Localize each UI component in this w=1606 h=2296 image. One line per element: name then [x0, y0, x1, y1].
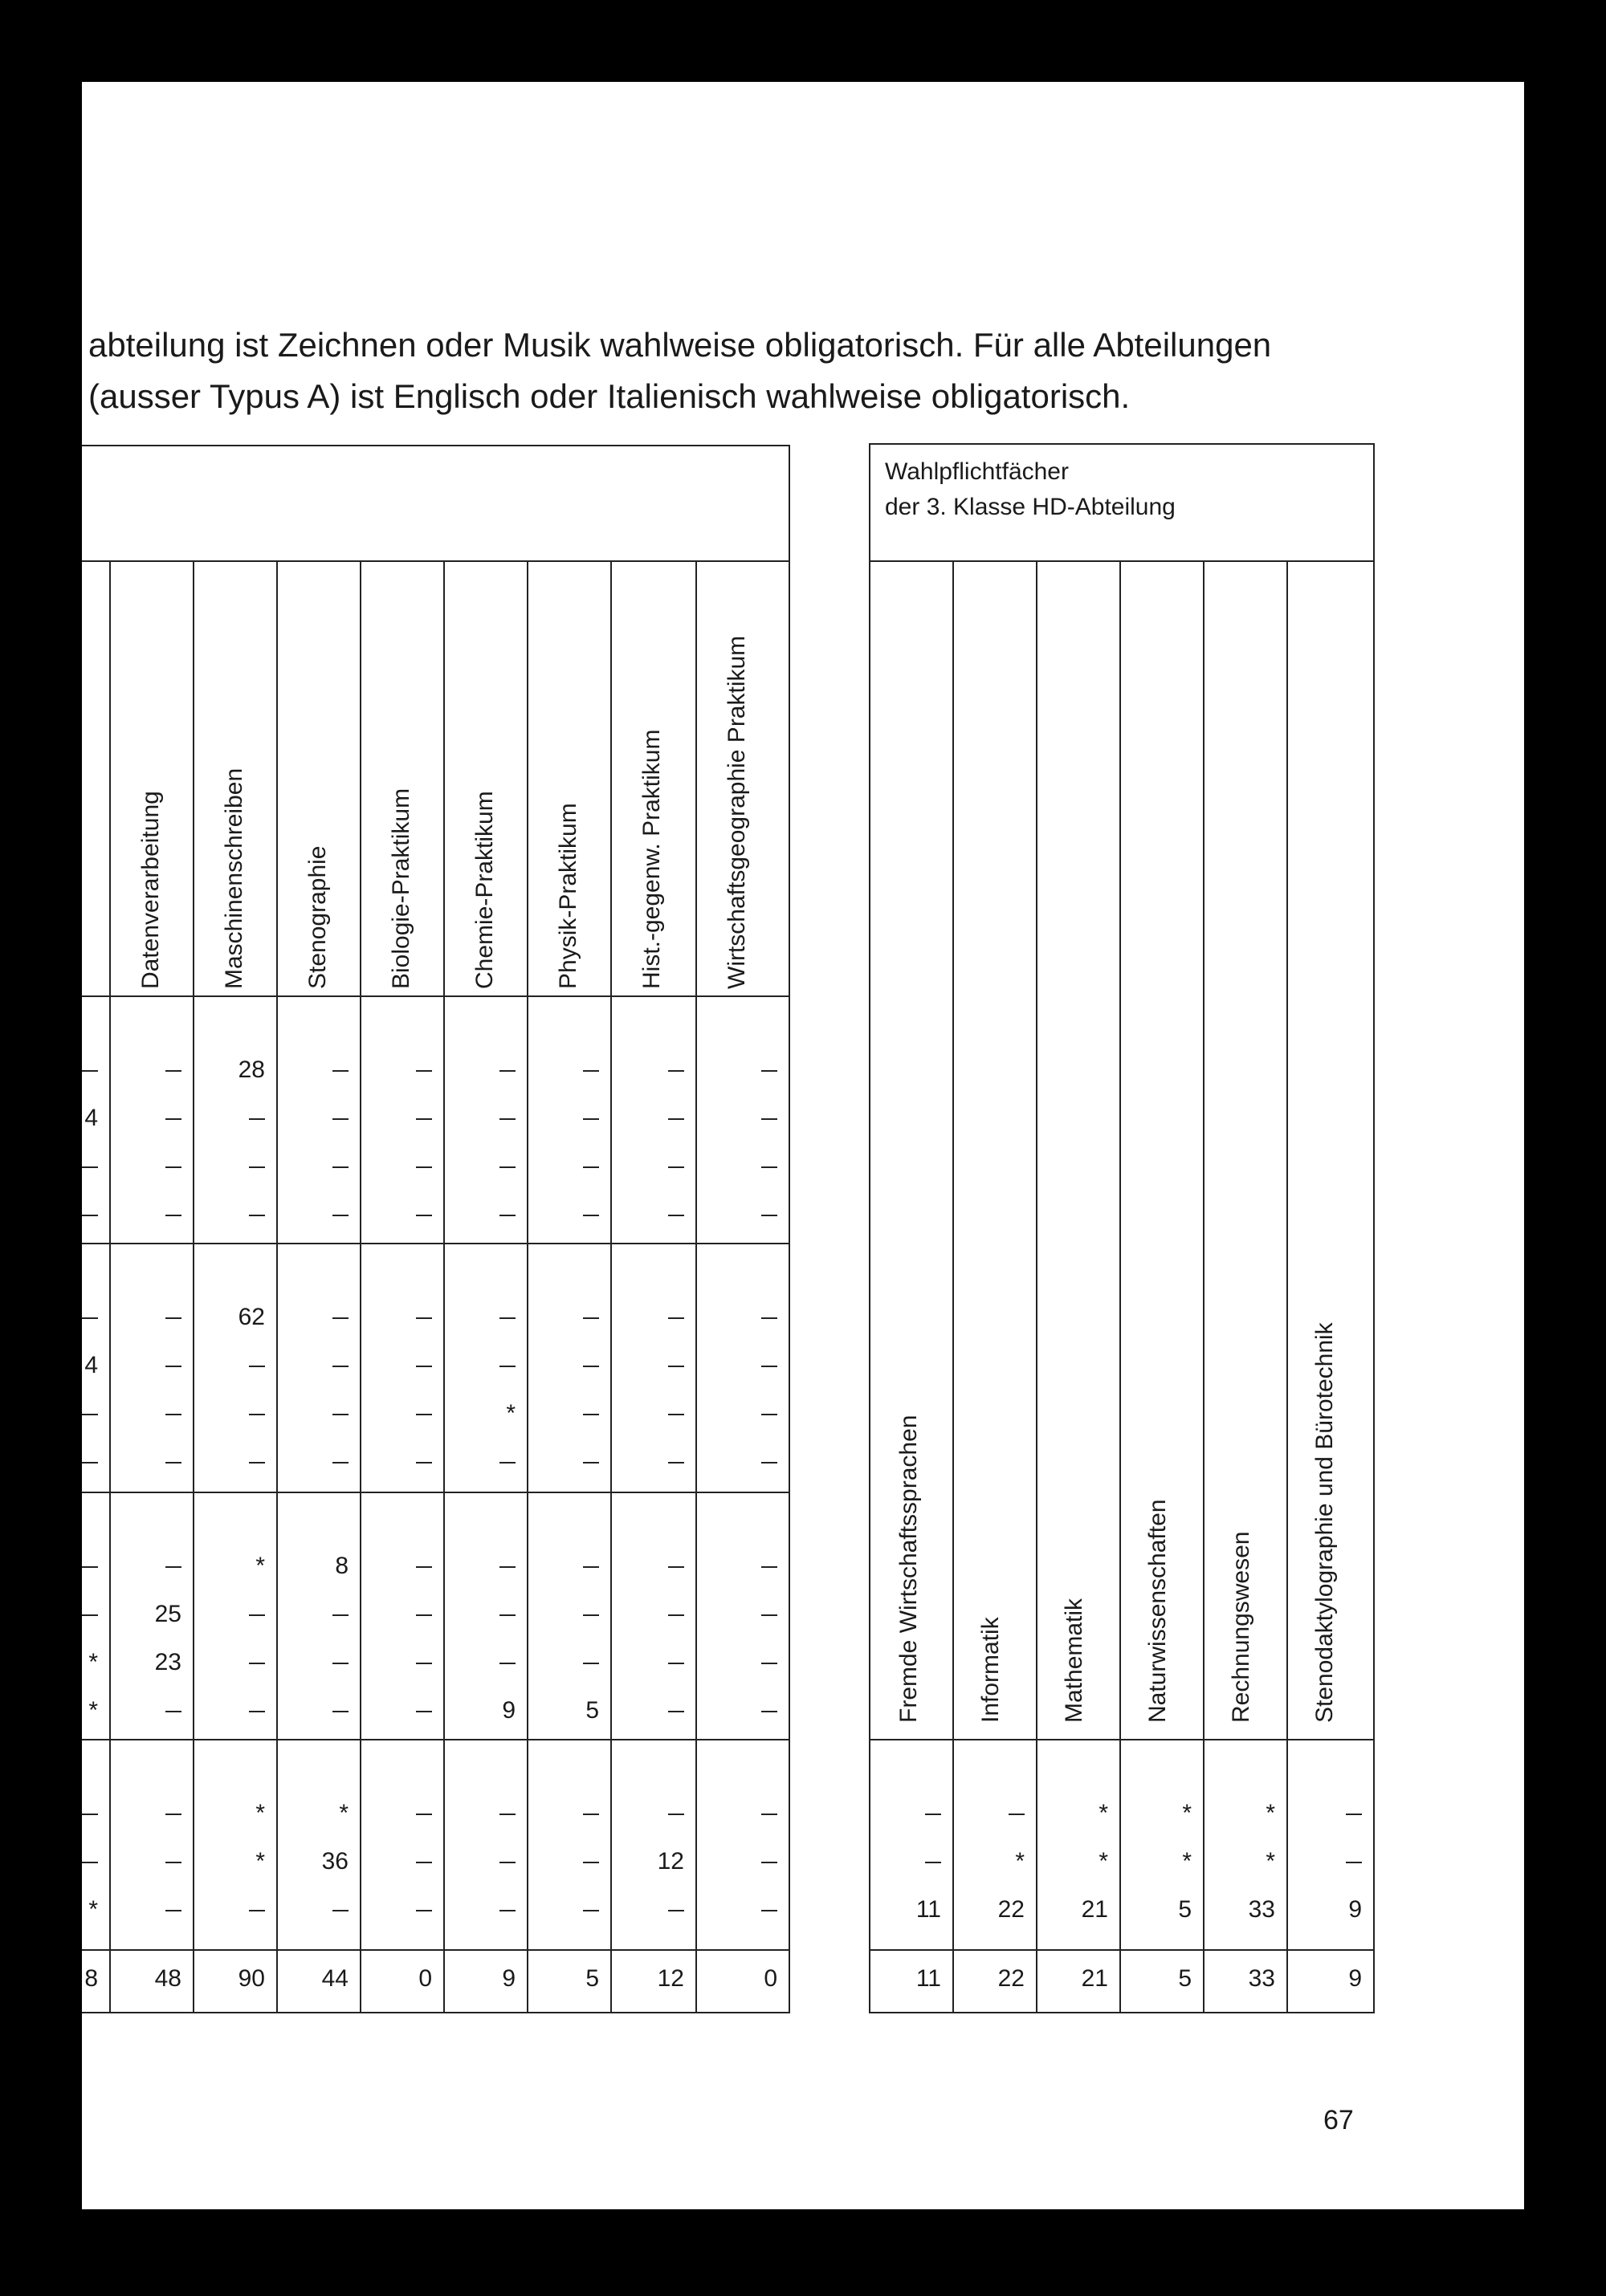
right-table-col-rule: [1286, 560, 1288, 2013]
left-table-cell: [416, 1814, 432, 1815]
left-table-cell: *: [506, 1400, 516, 1427]
left-table-cell: [583, 1166, 599, 1168]
left-table-cell: [499, 1366, 516, 1367]
right-table-total-cell: 21: [1081, 1965, 1108, 1992]
right-col-header-rechnungswesen: Rechnungswesen: [1228, 1531, 1254, 1723]
left-table-cell: [499, 1462, 516, 1463]
right-col-header-mathematik: Mathematik: [1061, 1598, 1087, 1723]
left-table-cell: [165, 1711, 181, 1712]
left-table-group-rule: [82, 1243, 789, 1244]
left-table-header-rule: [82, 560, 789, 562]
left-table-header-base: [82, 995, 789, 997]
right-table-col-rule: [1203, 560, 1204, 2013]
left-table-cell: *: [255, 1553, 265, 1579]
left-table-cell: [583, 1910, 599, 1911]
left-table-cell: 28: [238, 1056, 265, 1083]
right-table-total-cell: 11: [915, 1965, 941, 1992]
left-table-cell: [82, 1566, 98, 1568]
left-table-cell: 36: [321, 1848, 349, 1875]
left-table-cell: [583, 1366, 599, 1367]
left-table-cell: [165, 1366, 181, 1367]
left-table-total-cell: 0: [418, 1965, 432, 1992]
left-table-cell: 12: [657, 1848, 684, 1875]
left-table-cell: [249, 1366, 265, 1367]
right-col-header-informatik: Informatik: [977, 1617, 1004, 1723]
right-table-cell: [1346, 1814, 1362, 1815]
left-table-cell: [583, 1215, 599, 1216]
intro-paragraph: [88, 320, 1469, 422]
right-table-total-cell: 33: [1248, 1965, 1275, 1992]
left-table-cell: [499, 1614, 516, 1616]
right-table-title-line-1: Wahlpflichtfächer: [885, 458, 1069, 485]
right-table-cell: *: [1266, 1800, 1275, 1826]
left-table-cell: [583, 1614, 599, 1616]
left-table-cell: [668, 1166, 684, 1168]
left-col-header-stenographie: Stenographie: [304, 845, 331, 989]
left-table-cell: [249, 1614, 265, 1616]
left-table-cell: [332, 1614, 349, 1616]
left-table-total-cell: 0: [764, 1965, 777, 1992]
left-table-cell: 62: [238, 1304, 265, 1330]
right-table-cell: *: [1015, 1848, 1025, 1875]
left-table-cell: [249, 1663, 265, 1664]
left-table-cell: [499, 1814, 516, 1815]
left-table-cell: *: [88, 1896, 98, 1923]
right-table-cell: 33: [1248, 1896, 1275, 1923]
left-table-cell: [583, 1317, 599, 1319]
left-table-col-rule: [193, 560, 194, 2013]
left-table-cell: [668, 1118, 684, 1120]
left-table-cell: 8: [335, 1553, 349, 1579]
left-col-header-wirtschaftsgeographie-praktikum: Wirtschaftsgeographie Praktikum: [724, 635, 750, 989]
left-table-cell: [165, 1462, 181, 1463]
left-table-col-rule: [109, 560, 111, 2013]
left-table-cell: [416, 1118, 432, 1120]
left-table-cell: [668, 1663, 684, 1664]
right-table-cell: 22: [997, 1896, 1025, 1923]
left-table-cell: [82, 1462, 98, 1463]
right-table: [869, 443, 1375, 2013]
left-table-cell: [583, 1414, 599, 1415]
left-table-cell: 23: [154, 1649, 181, 1675]
left-table-cell: [249, 1910, 265, 1911]
right-table-cell: *: [1099, 1848, 1108, 1875]
left-table-cell: *: [255, 1848, 265, 1875]
left-table-cell: *: [255, 1800, 265, 1826]
left-table-cell: [82, 1166, 98, 1168]
right-col-header-fremde-wirtschaftssprachen: Fremde Wirtschaftssprachen: [895, 1415, 922, 1723]
left-table-cell: [499, 1566, 516, 1568]
left-table-cell: [583, 1566, 599, 1568]
left-col-header-maschinenschreiben: Maschinenschreiben: [221, 767, 247, 989]
left-table-cell: [249, 1414, 265, 1415]
left-table-cell: [82, 1414, 98, 1415]
left-table-cell: [82, 1070, 98, 1072]
left-table-total-cell: 44: [321, 1965, 349, 1992]
left-table-cell: *: [339, 1800, 349, 1826]
left-table-cell: [761, 1215, 777, 1216]
left-table-col-rule: [527, 560, 528, 2013]
right-table-cell: 21: [1081, 1896, 1108, 1923]
left-table-cell: [668, 1317, 684, 1319]
left-table-cell: [761, 1862, 777, 1863]
left-col-header-biologie-praktikum: Biologie-Praktikum: [388, 788, 414, 989]
right-col-header-stenodaktylographie-und-bürotechnik: Stenodaktylographie und Bürotechnik: [1311, 1322, 1338, 1723]
left-table-cell: [249, 1118, 265, 1120]
left-table-total-cell: 9: [502, 1965, 516, 1992]
left-table-cell: [761, 1614, 777, 1616]
right-table-cell: 9: [1348, 1896, 1362, 1923]
left-table-cell: [416, 1910, 432, 1911]
left-table-cell: [668, 1414, 684, 1415]
left-table-cell: [499, 1166, 516, 1168]
left-table-cell: [761, 1166, 777, 1168]
left-table-cell: 4: [84, 1105, 98, 1131]
left-table-cell: [416, 1070, 432, 1072]
left-table-cell: [499, 1215, 516, 1216]
left-table-cell: [761, 1814, 777, 1815]
left-table-total-cell: 5: [585, 1965, 599, 1992]
page-number: 67: [1323, 2105, 1354, 2135]
left-col-header-chemie-praktikum: Chemie-Praktikum: [471, 791, 498, 989]
left-table-cell: [332, 1711, 349, 1712]
left-table-cell: [416, 1462, 432, 1463]
left-table-cell: [165, 1414, 181, 1415]
right-table-header-base: [870, 1739, 1373, 1740]
left-table-cell: [499, 1663, 516, 1664]
left-table-col-rule: [443, 560, 445, 2013]
left-table-cell: [499, 1910, 516, 1911]
left-table-cell: [249, 1215, 265, 1216]
left-table-cell: [499, 1070, 516, 1072]
left-table-cell: [761, 1118, 777, 1120]
right-table-cell: [1346, 1862, 1362, 1863]
left-table-cell: [332, 1118, 349, 1120]
left-table-cell: [416, 1566, 432, 1568]
document-page: [82, 82, 1524, 2209]
left-table-cell: [668, 1814, 684, 1815]
left-table-cell: [332, 1366, 349, 1367]
right-table-header-rule: [870, 560, 1373, 562]
left-table-group-rule: [82, 1739, 789, 1740]
intro-line-1: abteilung ist Zeichnen oder Musik wahlweise obligatorisch. Für alle Abteilungen: [88, 326, 1272, 364]
left-table-cell: [82, 1862, 98, 1863]
left-table-total-cell: 8: [84, 1965, 98, 1992]
left-table-cell: [499, 1118, 516, 1120]
left-table-cell: [668, 1462, 684, 1463]
left-table-cell: [416, 1317, 432, 1319]
left-table-cell: [761, 1070, 777, 1072]
left-table-cell: [332, 1414, 349, 1415]
left-table-cell: [416, 1366, 432, 1367]
left-table-cell: *: [88, 1697, 98, 1724]
left-table-group-rule: [82, 1492, 789, 1493]
left-table-cell: [332, 1215, 349, 1216]
left-table-cell: [165, 1910, 181, 1911]
left-table-cell: [499, 1862, 516, 1863]
left-table-cell: [668, 1366, 684, 1367]
right-table-cell: *: [1182, 1848, 1192, 1875]
left-table-cell: [499, 1317, 516, 1319]
left-table-col-rule: [610, 560, 612, 2013]
right-table-total-cell: 5: [1178, 1965, 1192, 1992]
left-table-cell: [165, 1118, 181, 1120]
right-table-total-cell: 22: [997, 1965, 1025, 1992]
left-table-col-rule: [360, 560, 361, 2013]
right-table-totals-rule: [870, 1949, 1373, 1951]
left-table-cell: [332, 1070, 349, 1072]
left-table-cell: [332, 1462, 349, 1463]
left-table-cell: [82, 1317, 98, 1319]
left-table-cell: 25: [154, 1601, 181, 1627]
left-table-cell: [668, 1070, 684, 1072]
left-table-cell: [82, 1215, 98, 1216]
left-table-cell: [416, 1614, 432, 1616]
left-table-cell: [668, 1910, 684, 1911]
left-table-cell: [761, 1663, 777, 1664]
left-table-cell: [332, 1910, 349, 1911]
left-table-cell: [583, 1070, 599, 1072]
left-table-cell: [249, 1711, 265, 1712]
left-table-cell: [165, 1166, 181, 1168]
left-table-cell: [332, 1317, 349, 1319]
left-table-total-cell: 90: [238, 1965, 265, 1992]
left-table-cell: [761, 1317, 777, 1319]
left-table-cell: [583, 1118, 599, 1120]
left-table-cell: [416, 1215, 432, 1216]
left-table: [82, 445, 790, 2013]
left-table-col-rule: [695, 560, 697, 2013]
left-table-cell: [583, 1462, 599, 1463]
intro-line-2: (ausser Typus A) ist Englisch oder Italienisch wahlweise obligatorisch.: [88, 377, 1131, 415]
right-table-cell: *: [1099, 1800, 1108, 1826]
right-table-cell: [925, 1814, 941, 1815]
right-col-header-naturwissenschaften: Naturwissenschaften: [1144, 1499, 1171, 1723]
left-table-cell: [82, 1814, 98, 1815]
left-table-cell: [761, 1711, 777, 1712]
left-table-cell: [416, 1166, 432, 1168]
left-table-cell: [761, 1566, 777, 1568]
right-table-total-cell: 9: [1348, 1965, 1362, 1992]
left-table-cell: [668, 1614, 684, 1616]
left-table-cell: [583, 1663, 599, 1664]
left-table-cell: [165, 1215, 181, 1216]
left-table-cell: 5: [585, 1697, 599, 1724]
right-table-cell: *: [1266, 1848, 1275, 1875]
left-table-cell: [416, 1862, 432, 1863]
right-table-title-line-2: der 3. Klasse HD-Abteilung: [885, 494, 1176, 520]
left-table-cell: [332, 1166, 349, 1168]
left-col-header-hist-gegenw-praktikum: Hist.-gegenw. Praktikum: [638, 729, 665, 989]
left-table-col-rule: [276, 560, 278, 2013]
left-table-cell: [332, 1663, 349, 1664]
left-table-cell: [761, 1366, 777, 1367]
left-table-cell: [416, 1663, 432, 1664]
left-table-cell: [668, 1566, 684, 1568]
left-table-cell: 4: [84, 1352, 98, 1378]
left-table-total-cell: 48: [154, 1965, 181, 1992]
left-col-header-datenverarbeitung: Datenverarbeitung: [137, 791, 164, 989]
left-table-cell: [249, 1166, 265, 1168]
right-table-cell: *: [1182, 1800, 1192, 1826]
left-table-total-cell: 12: [657, 1965, 684, 1992]
left-table-cell: 9: [502, 1697, 516, 1724]
left-table-cell: [249, 1462, 265, 1463]
left-table-cell: [761, 1910, 777, 1911]
left-table-cell: [761, 1462, 777, 1463]
left-table-cell: [583, 1814, 599, 1815]
left-table-cell: *: [88, 1649, 98, 1675]
right-table-col-rule: [952, 560, 954, 2013]
right-table-col-rule: [1036, 560, 1037, 2013]
left-table-cell: [668, 1711, 684, 1712]
left-table-totals-rule: [82, 1949, 789, 1951]
left-col-header-physik-praktikum: Physik-Praktikum: [555, 803, 581, 989]
left-table-cell: [761, 1414, 777, 1415]
right-table-col-rule: [1119, 560, 1121, 2013]
right-table-cell: 11: [915, 1896, 941, 1923]
right-table-cell: 5: [1178, 1896, 1192, 1923]
left-table-cell: [668, 1215, 684, 1216]
